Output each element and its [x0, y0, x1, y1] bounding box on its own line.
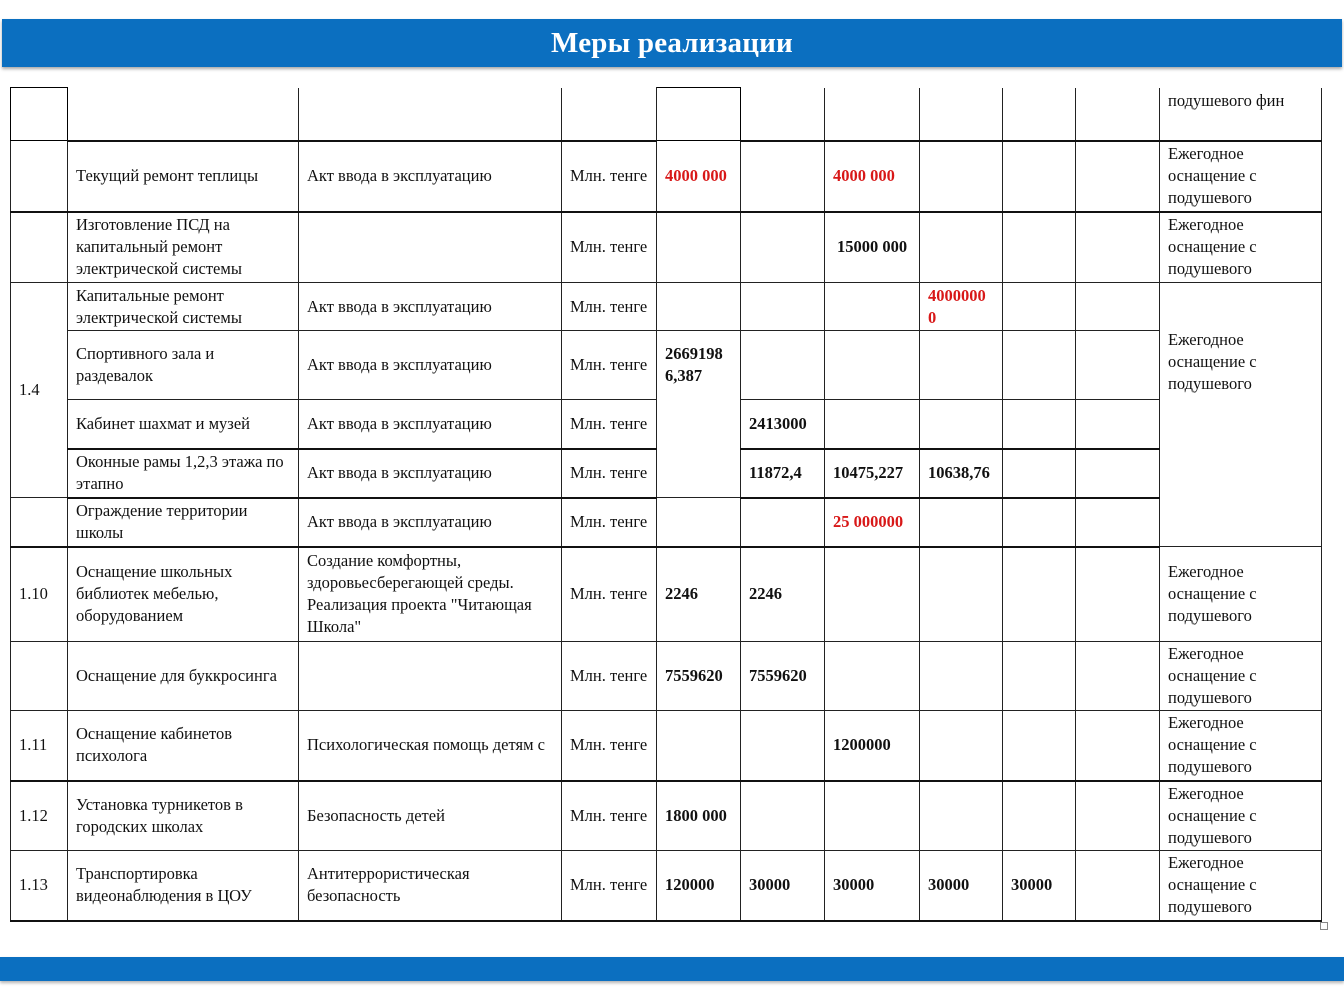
- row-value-cell: [920, 400, 1003, 449]
- row-value-cell: 30000: [825, 851, 920, 921]
- row-value-cell: [741, 141, 825, 212]
- row-value-cell: [1003, 781, 1076, 851]
- row-value-cell: [1076, 498, 1160, 547]
- row-name-cell: Оснащение для буккросинга: [68, 642, 299, 711]
- row-value-cell: 25 000000: [825, 498, 920, 547]
- row-value-cell: [657, 283, 741, 331]
- row-unit-cell: Млн. тенге: [562, 212, 657, 283]
- table-row: [11, 498, 1322, 547]
- table-row: [11, 88, 1322, 141]
- row-value-cell: [825, 283, 920, 331]
- row-value-cell: [741, 212, 825, 283]
- row-value-cell: [1076, 400, 1160, 449]
- row-value-cell: [920, 88, 1003, 141]
- resize-handle: [1320, 922, 1328, 930]
- row-value-cell: [1003, 547, 1076, 642]
- row-value-cell: 2246: [741, 547, 825, 642]
- row-id-cell: 1.11: [11, 711, 68, 781]
- row-note-cell: подушевого фин: [1160, 88, 1322, 141]
- row-note-cell: Ежегодное оснащение с подушевого: [1160, 283, 1322, 547]
- footer-bar: [0, 957, 1344, 981]
- row-value-cell: [1003, 331, 1076, 400]
- row-value-cell: [1003, 141, 1076, 212]
- table-row: [11, 711, 1322, 781]
- row-value-cell: [1076, 781, 1160, 851]
- row-note-cell: Ежегодное оснащение с подушевого: [1160, 851, 1322, 921]
- row-value-cell: [1076, 851, 1160, 921]
- row-name-cell: Оконные рамы 1,2,3 этажа по этапно: [68, 449, 299, 498]
- row-name-cell: Спортивного зала и раздевалок: [68, 331, 299, 400]
- row-note-cell: Ежегодное оснащение с подушевого: [1160, 141, 1322, 212]
- row-value-cell: [1003, 88, 1076, 141]
- row-id-cell: [11, 88, 68, 141]
- row-value-cell: [1003, 212, 1076, 283]
- row-value-cell: [741, 331, 825, 400]
- row-doc-cell: Акт ввода в эксплуатацию: [299, 400, 562, 449]
- row-value-cell: 30000: [741, 851, 825, 921]
- row-name-cell: Изготовление ПСД на капитальный ремонт электрической системы: [68, 212, 299, 283]
- row-doc-cell: [299, 642, 562, 711]
- row-value-cell: [1003, 449, 1076, 498]
- row-unit-cell: Млн. тенге: [562, 283, 657, 331]
- row-value-cell: 2669198 6,387: [657, 331, 741, 498]
- row-value-cell: 7559620: [657, 642, 741, 711]
- table-row: [11, 642, 1322, 711]
- row-value-cell: [920, 547, 1003, 642]
- table-row: [11, 547, 1322, 642]
- row-value-cell: [1076, 449, 1160, 498]
- row-doc-cell: [299, 88, 562, 141]
- row-value-cell: [920, 711, 1003, 781]
- table-row: [11, 851, 1322, 921]
- row-value-cell: [1003, 400, 1076, 449]
- header-bar: [2, 19, 1342, 67]
- row-note-cell: Ежегодное оснащение с подушевого: [1160, 642, 1322, 711]
- row-value-cell: [741, 498, 825, 547]
- row-doc-cell: Антитеррористическая безопасность: [299, 851, 562, 921]
- row-value-cell: [657, 711, 741, 781]
- row-value-cell: 30000: [1003, 851, 1076, 921]
- measures-table: [10, 87, 1322, 922]
- row-doc-cell: Акт ввода в эксплуатацию: [299, 283, 562, 331]
- row-value-cell: [657, 88, 741, 141]
- table-row: [11, 141, 1322, 212]
- row-value-cell: [920, 498, 1003, 547]
- row-value-cell: 120000: [657, 851, 741, 921]
- row-value-cell: [825, 781, 920, 851]
- row-note-cell: Ежегодное оснащение с подушевого: [1160, 711, 1322, 781]
- row-unit-cell: Млн. тенге: [562, 851, 657, 921]
- row-doc-cell: Акт ввода в эксплуатацию: [299, 449, 562, 498]
- row-doc-cell: [299, 212, 562, 283]
- row-value-cell: 10638,76: [920, 449, 1003, 498]
- row-doc-cell: Акт ввода в эксплуатацию: [299, 498, 562, 547]
- row-value-cell: 1200000: [825, 711, 920, 781]
- row-id-cell: 1.13: [11, 851, 68, 921]
- row-note-cell: Ежегодное оснащение с подушевого: [1160, 212, 1322, 283]
- row-id-cell: 1.12: [11, 781, 68, 851]
- row-id-cell: [11, 642, 68, 711]
- row-note-cell: Ежегодное оснащение с подушевого: [1160, 781, 1322, 851]
- row-value-cell: 7559620: [741, 642, 825, 711]
- row-value-cell: [1076, 283, 1160, 331]
- row-id-cell: 1.4: [11, 283, 68, 498]
- row-value-cell: [657, 212, 741, 283]
- row-value-cell: [825, 331, 920, 400]
- row-value-cell: [1003, 283, 1076, 331]
- row-doc-cell: Безопасность детей: [299, 781, 562, 851]
- row-name-cell: Транспортировка видеонаблюдения в ЦОУ: [68, 851, 299, 921]
- row-value-cell: [1076, 141, 1160, 212]
- row-value-cell: 4000 000: [825, 141, 920, 212]
- row-unit-cell: Млн. тенге: [562, 141, 657, 212]
- row-value-cell: [920, 141, 1003, 212]
- row-value-cell: [657, 498, 741, 547]
- row-value-cell: [825, 400, 920, 449]
- row-value-cell: 4000000 0: [920, 283, 1003, 331]
- page-title: Меры реализации: [551, 26, 793, 59]
- row-unit-cell: Млн. тенге: [562, 498, 657, 547]
- row-name-cell: Установка турникетов в городских школах: [68, 781, 299, 851]
- table-row: [11, 283, 1322, 331]
- row-unit-cell: Млн. тенге: [562, 331, 657, 400]
- table-row: [11, 781, 1322, 851]
- table-row: [11, 212, 1322, 283]
- row-name-cell: Кабинет шахмат и музей: [68, 400, 299, 449]
- row-unit-cell: [562, 88, 657, 141]
- row-id-cell: [11, 212, 68, 283]
- row-value-cell: [1076, 711, 1160, 781]
- row-doc-cell: Акт ввода в эксплуатацию: [299, 331, 562, 400]
- row-name-cell: Оснащение кабинетов психолога: [68, 711, 299, 781]
- row-id-cell: 1.10: [11, 547, 68, 642]
- row-value-cell: [825, 642, 920, 711]
- row-unit-cell: Млн. тенге: [562, 781, 657, 851]
- row-value-cell: [825, 547, 920, 642]
- row-unit-cell: Млн. тенге: [562, 642, 657, 711]
- row-value-cell: [741, 88, 825, 141]
- row-value-cell: [920, 331, 1003, 400]
- row-value-cell: [1003, 642, 1076, 711]
- row-doc-cell: Создание комфортны, здоровьесберегающей среды. Реализация проекта "Читающая Школа": [299, 547, 562, 642]
- row-value-cell: [741, 283, 825, 331]
- row-doc-cell: Акт ввода в эксплуатацию: [299, 141, 562, 212]
- row-unit-cell: Млн. тенге: [562, 400, 657, 449]
- row-doc-cell: Психологическая помощь детям с: [299, 711, 562, 781]
- row-value-cell: [1076, 331, 1160, 400]
- row-value-cell: [1076, 547, 1160, 642]
- row-value-cell: 10475,227: [825, 449, 920, 498]
- row-value-cell: [1076, 88, 1160, 141]
- row-value-cell: 11872,4: [741, 449, 825, 498]
- table-row: [11, 331, 1322, 400]
- row-value-cell: 15000 000: [825, 212, 920, 283]
- row-value-cell: [1076, 212, 1160, 283]
- row-value-cell: [741, 781, 825, 851]
- row-value-cell: 2413000: [741, 400, 825, 449]
- row-value-cell: [1076, 642, 1160, 711]
- row-value-cell: [1003, 711, 1076, 781]
- row-name-cell: Оснащение школьных библиотек мебелью, оборудованием: [68, 547, 299, 642]
- row-value-cell: [741, 711, 825, 781]
- row-name-cell: Капитальные ремонт электрической системы: [68, 283, 299, 331]
- row-unit-cell: Млн. тенге: [562, 449, 657, 498]
- row-unit-cell: Млн. тенге: [562, 547, 657, 642]
- row-name-cell: Текущий ремонт теплицы: [68, 141, 299, 212]
- row-value-cell: [1003, 498, 1076, 547]
- row-id-cell: [11, 141, 68, 212]
- row-value-cell: [825, 88, 920, 141]
- row-name-cell: Ограждение территории школы: [68, 498, 299, 547]
- row-value-cell: [920, 781, 1003, 851]
- row-value-cell: [920, 212, 1003, 283]
- row-id-cell: [11, 498, 68, 547]
- row-value-cell: [920, 642, 1003, 711]
- row-note-cell: Ежегодное оснащение с подушевого: [1160, 547, 1322, 642]
- row-value-cell: 30000: [920, 851, 1003, 921]
- row-value-cell: 1800 000: [657, 781, 741, 851]
- row-unit-cell: Млн. тенге: [562, 711, 657, 781]
- row-name-cell: [68, 88, 299, 141]
- row-value-cell: 4000 000: [657, 141, 741, 212]
- row-value-cell: 2246: [657, 547, 741, 642]
